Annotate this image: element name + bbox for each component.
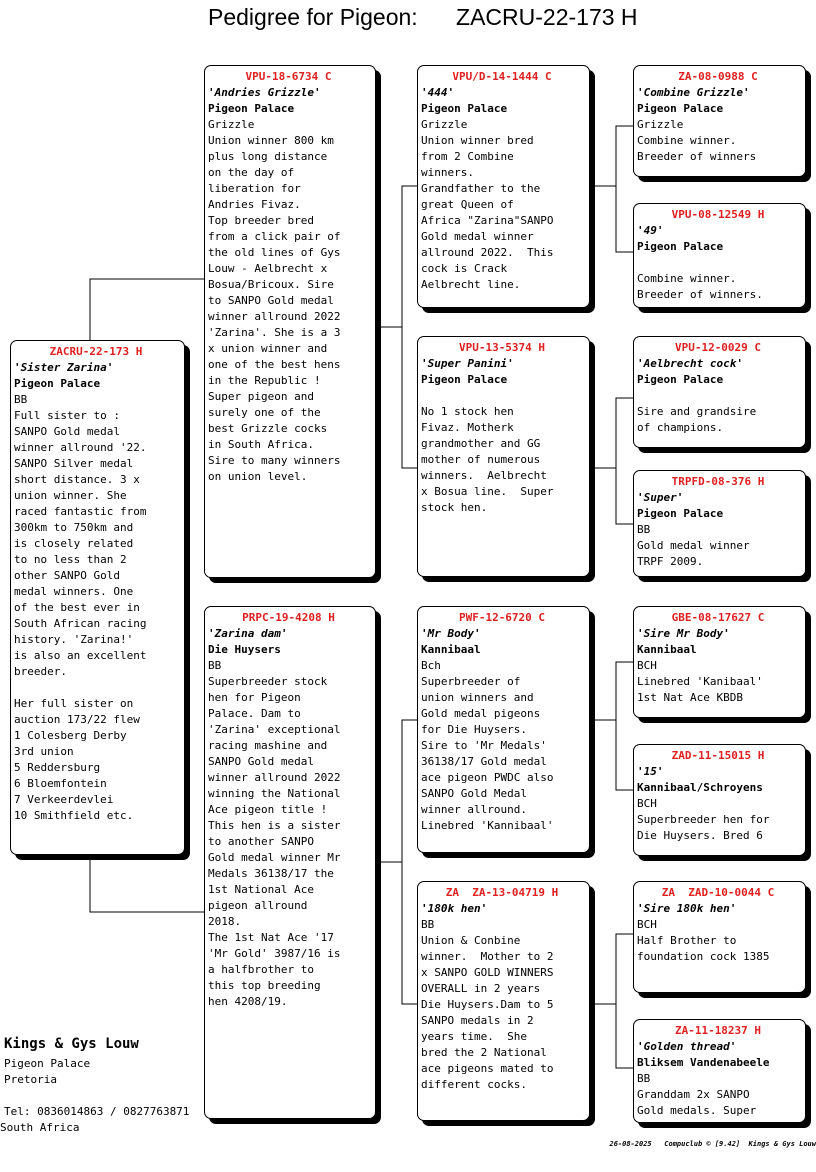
loft-name: Pigeon Palace [421,373,508,386]
pigeon-notes: Union winner bred from 2 Combine winners. Grandfather to the great Queen of Africa "Zarina"SANPO Gold medal winner allround 2022. This cock is Crack Aelbrecht line. [421,134,554,291]
ring-number: PWF-12-6720 C [458,611,546,624]
pigeon-card-sss [633,65,806,177]
pigeon-name: 'Sister Zarina' [14,361,114,374]
pigeon-notes: Superbreeder stock hen for Pigeon Palace. Dam to 'Zarina' exceptional racing mashine and SANPO Gold medal winner allround 2022 winning the National Ace pigeon title ! This hen is a sister to another SANPO Gold medal winner Mr Medals 36138/17 the 1st National Ace pigeon allround 2018. The 1st Nat Ace '17 'Mr Gold' 3987/16 is a halfbrother to this top breeding hen 4208/19. [208,675,341,1008]
connector-sire-parents [374,186,418,468]
loft-name: Pigeon Palace [14,377,101,390]
ring-number: ZAD-11-15015 H [671,749,765,762]
pigeon-notes: No 1 stock hen Fivaz. Motherk grandmother and GG mother of numerous winners. Aelbrecht x Bosua line. Super stock hen. [421,405,554,514]
pigeon-color: BB [637,1072,651,1085]
pigeon-color: BB [637,523,651,536]
pigeon-name: 'Super Panini' [421,357,514,370]
ring-number: TRPFD-08-376 H [671,475,765,488]
pigeon-color: BB [14,393,28,406]
ring-number: ZA ZA-13-04719 H [445,886,559,899]
pigeon-card-dds [633,881,806,993]
pigeon-name: '15' [637,765,664,778]
breeder-info [0,1034,190,1136]
pigeon-name: 'Zarina dam' [208,627,288,640]
ring-number: ZA-11-18237 H [674,1024,762,1037]
pigeon-notes: Gold medal winner TRPF 2009. [637,539,750,568]
pigeon-card-dam-sire [417,606,590,853]
pigeon-card-subject [10,340,185,855]
pigeon-notes: Combine winner. Breeder of winners. [637,272,763,301]
pigeon-card-sire [204,65,376,578]
pigeon-name: 'Golden thread' [637,1040,737,1053]
pigeon-color [421,388,583,404]
loft-name: Pigeon Palace [421,102,508,115]
pigeon-name: '49' [637,224,664,237]
pigeon-name: '444' [421,86,455,99]
loft-name: Kannibaal [637,643,697,656]
pigeon-card-ddd [633,1019,806,1123]
pigeon-card-dss [633,606,806,718]
page-title: Pedigree for Pigeon: ZACRU-22-173 H [208,4,638,30]
pigeon-color: Grizzle [421,118,468,131]
connector-sd-parents [588,398,634,524]
pigeon-notes: Half Brother to foundation cock 1385 [637,934,770,963]
pigeon-card-dsd [633,744,806,856]
pigeon-name: 'Andries Grizzle' [208,86,321,99]
connector-dd-parents [588,934,634,1068]
ring-number: VPU-12-0029 C [674,341,762,354]
breeder-country: South Africa [0,1121,80,1134]
pigeon-name: 'Super' [637,491,684,504]
loft-name: Pigeon Palace [637,102,724,115]
pigeon-color: BB [421,918,435,931]
breeder-phone: Tel: 0836014863 / 0827763871 [4,1105,190,1118]
loft-name: Bliksem Vandenabeele [637,1056,770,1069]
pigeon-name: 'Sire 180k hen' [637,902,737,915]
ring-number: VPU-18-6734 C [245,70,332,83]
loft-name: Pigeon Palace [637,240,724,253]
ring-number: GBE-08-17627 C [671,611,765,624]
ring-number: ZA ZAD-10-0044 C [661,886,775,899]
pigeon-card-ssd [633,203,806,308]
connector-ds-parents [588,662,634,790]
ring-number: VPU-08-12549 H [671,208,765,221]
pigeon-name: 'Sire Mr Body' [637,627,730,640]
loft-name: Pigeon Palace [637,507,724,520]
pigeon-card-sire-dam [417,336,590,577]
pigeon-card-sds [633,336,806,448]
breeder-loft: Pigeon Palace [4,1057,91,1070]
pigeon-notes: Union winner 800 km plus long distance on the day of liberation for Andries Fivaz. Top breeder bred from a click pair of the old lines of Gys Louw - Aelbrecht x Bosua/Bricoux. Sire to SANPO Gold medal winner allround 2022 'Zarina'. She is a 3 x union winner and one of the best hens in the Republic ! Super pigeon and surely one of the best Grizzle cocks in South Africa. Sire to many winners on union level. [208,134,341,483]
ring-number: PRPC-19-4208 H [242,611,335,624]
loft-name: Pigeon Palace [637,373,724,386]
pigeon-name: 'Aelbrecht cock' [637,357,743,370]
connector-ss-parents [588,126,634,252]
pigeon-notes: Linebred 'Kanibaal' 1st Nat Ace KBDB [637,675,763,704]
pigeon-color: Bch [421,659,441,672]
ring-number: ZACRU-22-173 H [49,345,143,358]
ring-number: VPU/D-14-1444 C [452,70,552,83]
loft-name: Kannibaal/Schroyens [637,781,763,794]
loft-name: Die Huysers [208,643,281,656]
pigeon-color [637,255,799,271]
pigeon-color: BCH [637,659,657,672]
loft-name: Pigeon Palace [208,102,295,115]
ring-number: VPU-13-5374 H [458,341,546,354]
pigeon-name: 'Combine Grizzle' [637,86,750,99]
pigeon-color: BCH [637,797,657,810]
loft-name: Kannibaal [421,643,481,656]
pigeon-card-sire-sire [417,65,590,308]
pigeon-card-dam [204,606,376,1119]
pigeon-notes: Full sister to : SANPO Gold medal winner allround '22. SANPO Silver medal short distance. 3 x union winner. She raced fantastic from 300km to 750km and is closely related to no less than 2 other SANPO Gold medal winners. One of the best ever in South African racing history. 'Zarina!' is also an excellent breeder. Her full sister on auction 173/22 flew 1 Colesberg Derby 3rd union 5 Reddersburg 6 Bloemfontein 7 Verkeerdevlei 10 Smithfield etc. [14,409,147,822]
pigeon-card-sdd [633,470,806,577]
pigeon-name: '180k hen' [421,902,488,915]
pigeon-color: Grizzle [208,118,255,131]
pigeon-name: 'Mr Body' [421,627,481,640]
pigeon-notes: Sire and grandsire of champions. [637,405,757,434]
pigeon-color [637,388,799,404]
pigeon-color: BCH [637,918,657,931]
connector-dam-parents [374,720,418,1004]
pigeon-notes: Superbreeder of union winners and Gold medal pigeons for Die Huysers. Sire to 'Mr Medals' 36138/17 Gold medal ace pigeon PWDC also SANPO Gold Medal winner allround. Linebred 'Kannibaal' [421,675,554,832]
pigeon-notes: Superbreeder hen for Die Huysers. Bred 6 [637,813,770,842]
pigeon-color: Grizzle [637,118,684,131]
pigeon-color: BB [208,659,222,672]
ring-number: ZA-08-0988 C [678,70,758,83]
breeder-name: Kings & Gys Louw [4,1036,139,1052]
pigeon-notes: Granddam 2x SANPO Gold medals. Super [637,1088,757,1117]
pigeon-notes: Combine winner. Breeder of winners [637,134,757,163]
pigeon-notes: Union & Conbine winner. Mother to 2 x SANPO GOLD WINNERS OVERALL in 2 years Die Huysers.Dam to 5 SANPO medals in 2 years time. She bred the 2 National ace pigeons mated to different cocks. [421,934,554,1091]
pigeon-card-dam-dam [417,881,590,1121]
breeder-city: Pretoria [4,1073,57,1086]
footer-credit: 26-08-2025 Compuclub © [9.42] Kings & Gys Louw [609,1140,816,1148]
